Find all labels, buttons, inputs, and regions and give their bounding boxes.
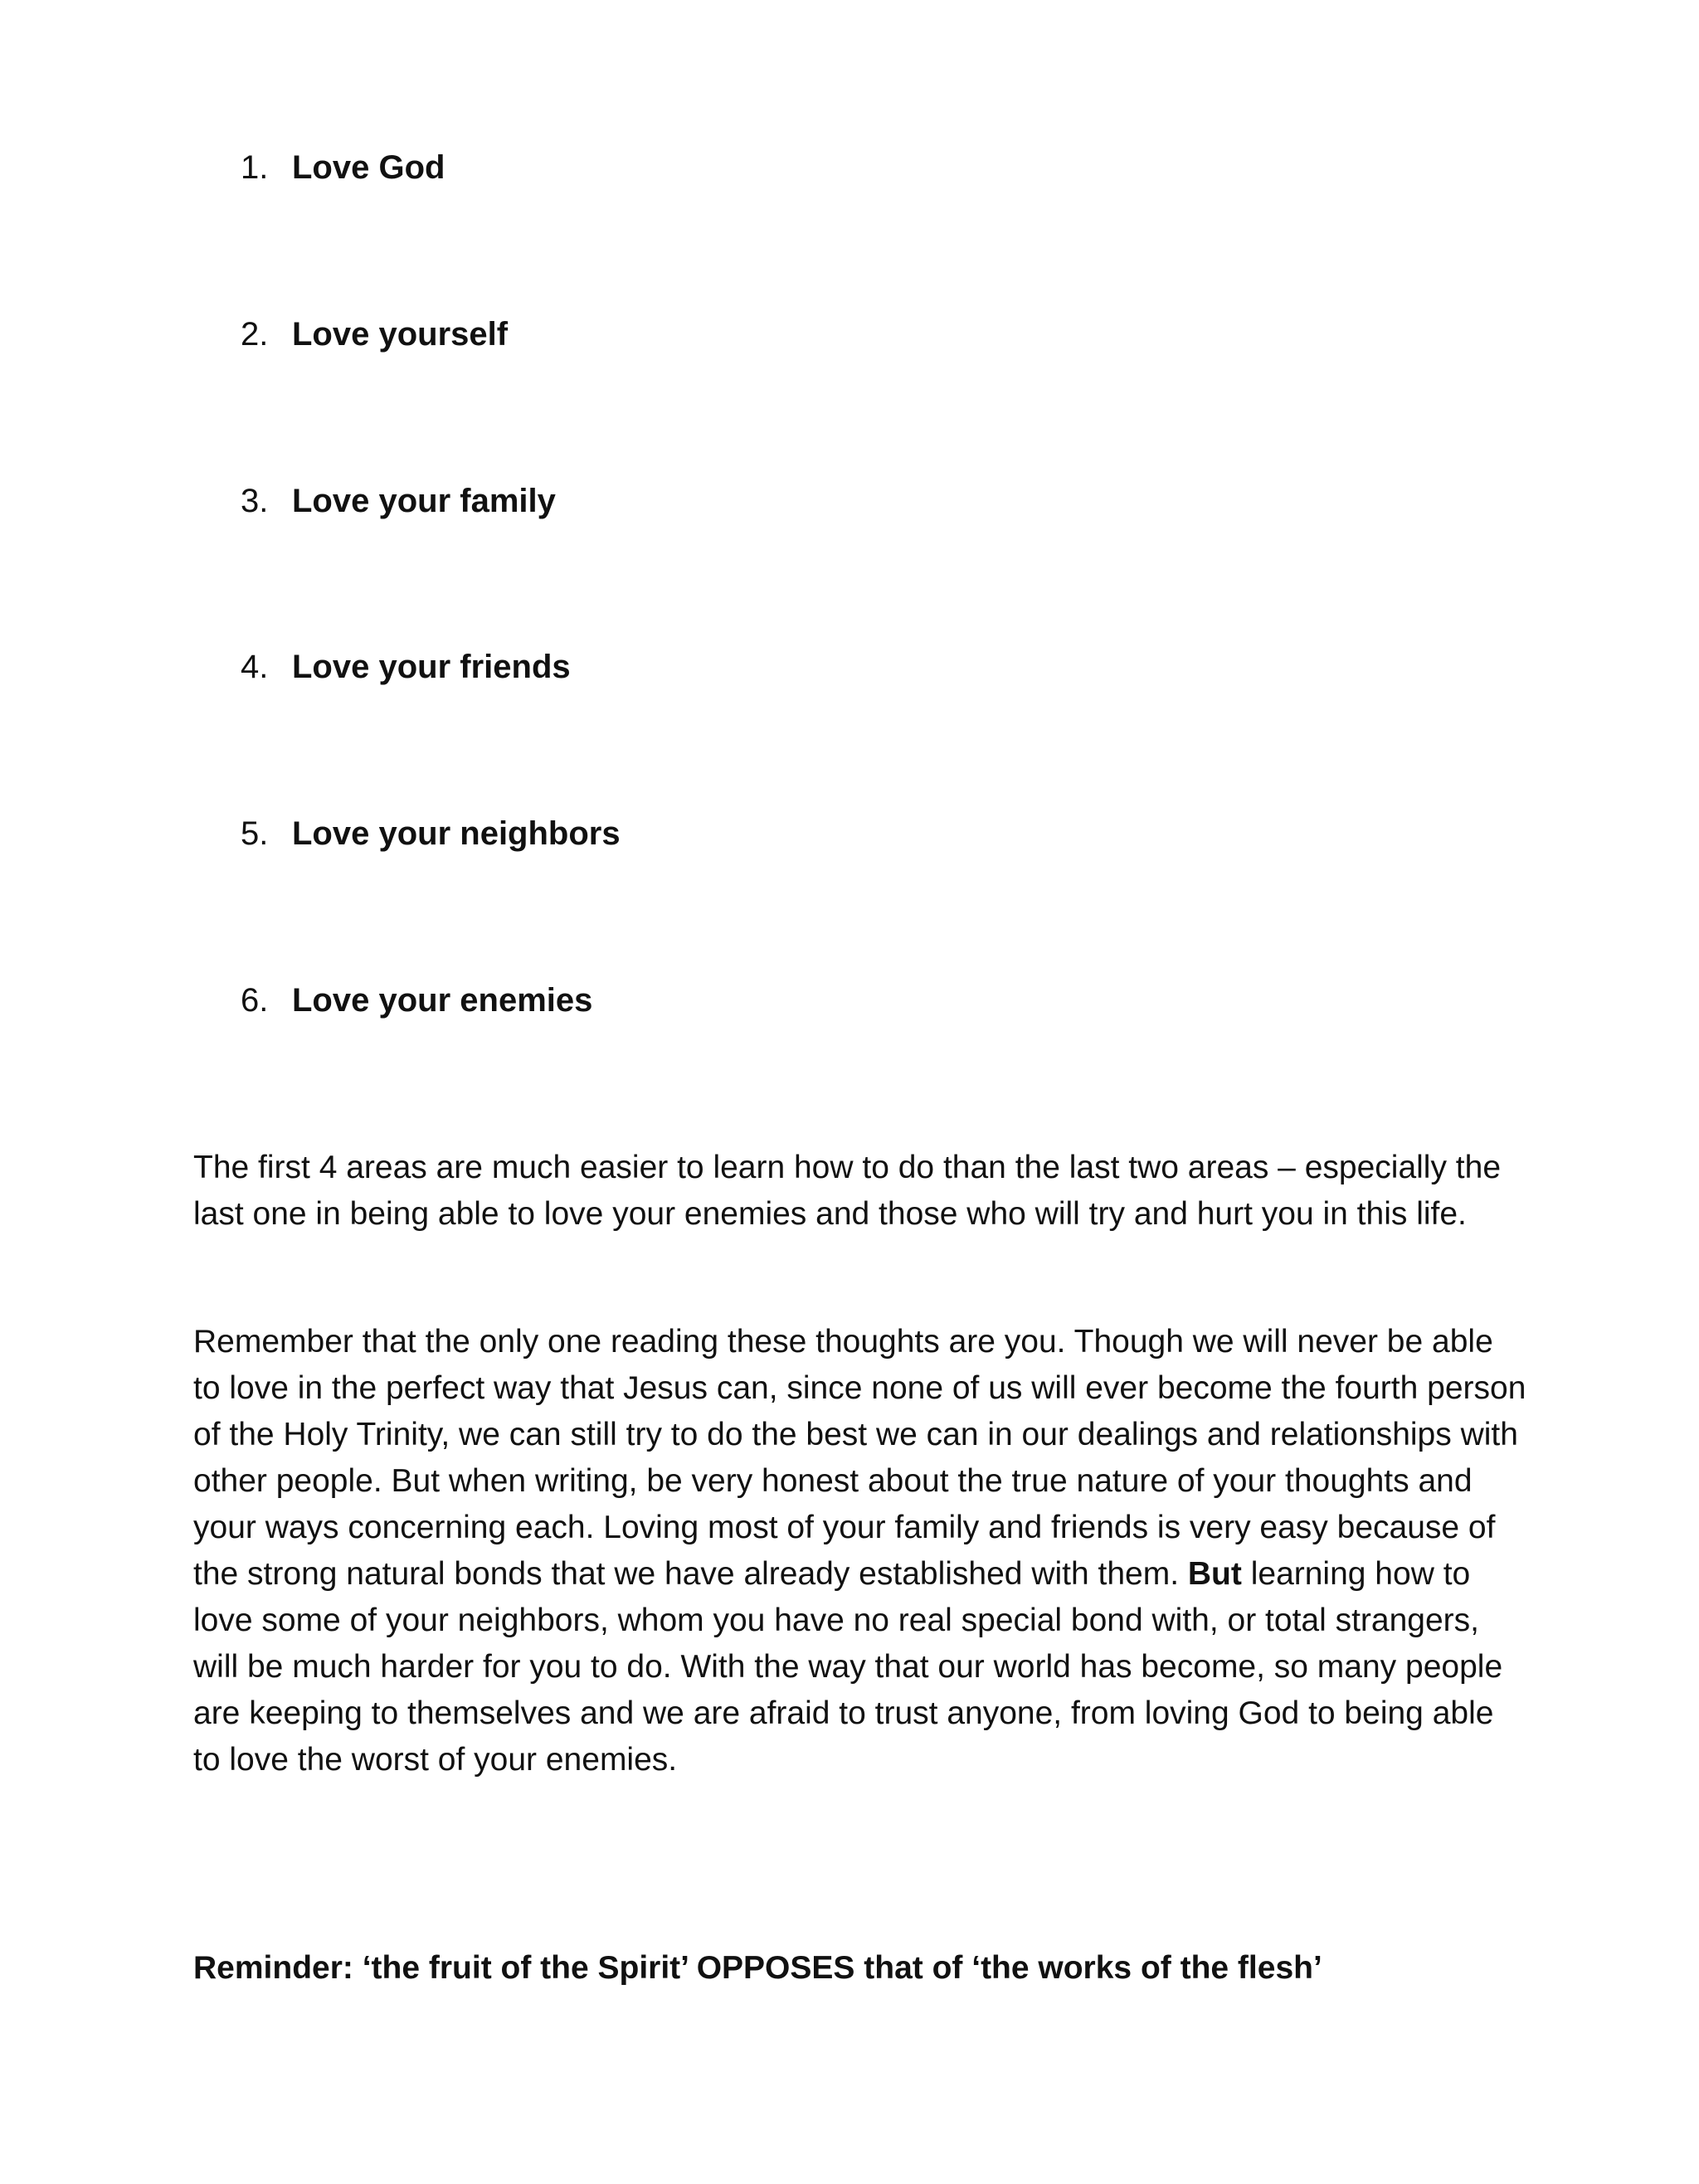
paragraph-intro: The first 4 areas are much easier to learn how to do than the last two areas – especially the last one in being able to love your enemies and those who will try and hurt you in this life. xyxy=(193,1150,1502,1232)
list-number: 3. xyxy=(241,483,269,519)
list-number: 1. xyxy=(241,149,269,186)
reminder-heading: Reminder: ‘the fruit of the Spirit’ OPPOSES that of ‘the works of the flesh’ xyxy=(193,1950,1322,1986)
paragraph-body-text: Remember that the only one reading these thoughts are you. Though we will never be able to love in the perfect way that Jesus can, since none of us will ever become the fourth person of the Holy Trinity, we can still try to do the best we can in our dealings and relationships with other people. But when writing, be very honest about the true nature of your thoughts and your ways concerning each. Loving most of your family and friends is very easy because of the strong natural bonds that we have already established with them. xyxy=(193,1324,1526,1592)
list-item xyxy=(241,481,556,521)
list-label: Love yourself xyxy=(292,316,509,353)
list-item xyxy=(241,980,592,1020)
list-number: 5. xyxy=(241,815,269,852)
paragraph-body-emphasis: But xyxy=(1187,1556,1242,1592)
list-number: 2. xyxy=(241,316,269,353)
list-item xyxy=(241,314,508,354)
list-item xyxy=(241,148,445,187)
list-item xyxy=(241,814,621,854)
paragraph-body-text-continued: learning how to love some of your neighbors, whom you have no real special bond with, or total strangers, will be much harder for you to do. With the way that our world has become, so many people are keeping to themselves and we are afraid to trust anyone, from loving God to being able to love the worst of your enemies. xyxy=(193,1556,1503,1778)
list-label: Love your friends xyxy=(292,649,571,685)
list-number: 6. xyxy=(241,982,269,1019)
list-number: 4. xyxy=(241,649,269,685)
list-label: Love God xyxy=(292,149,445,186)
list-label: Love your family xyxy=(292,483,556,519)
paragraph-body xyxy=(193,1319,1529,1783)
list-label: Love your neighbors xyxy=(292,815,621,852)
list-label: Love your enemies xyxy=(292,982,593,1019)
list-item xyxy=(241,647,571,687)
